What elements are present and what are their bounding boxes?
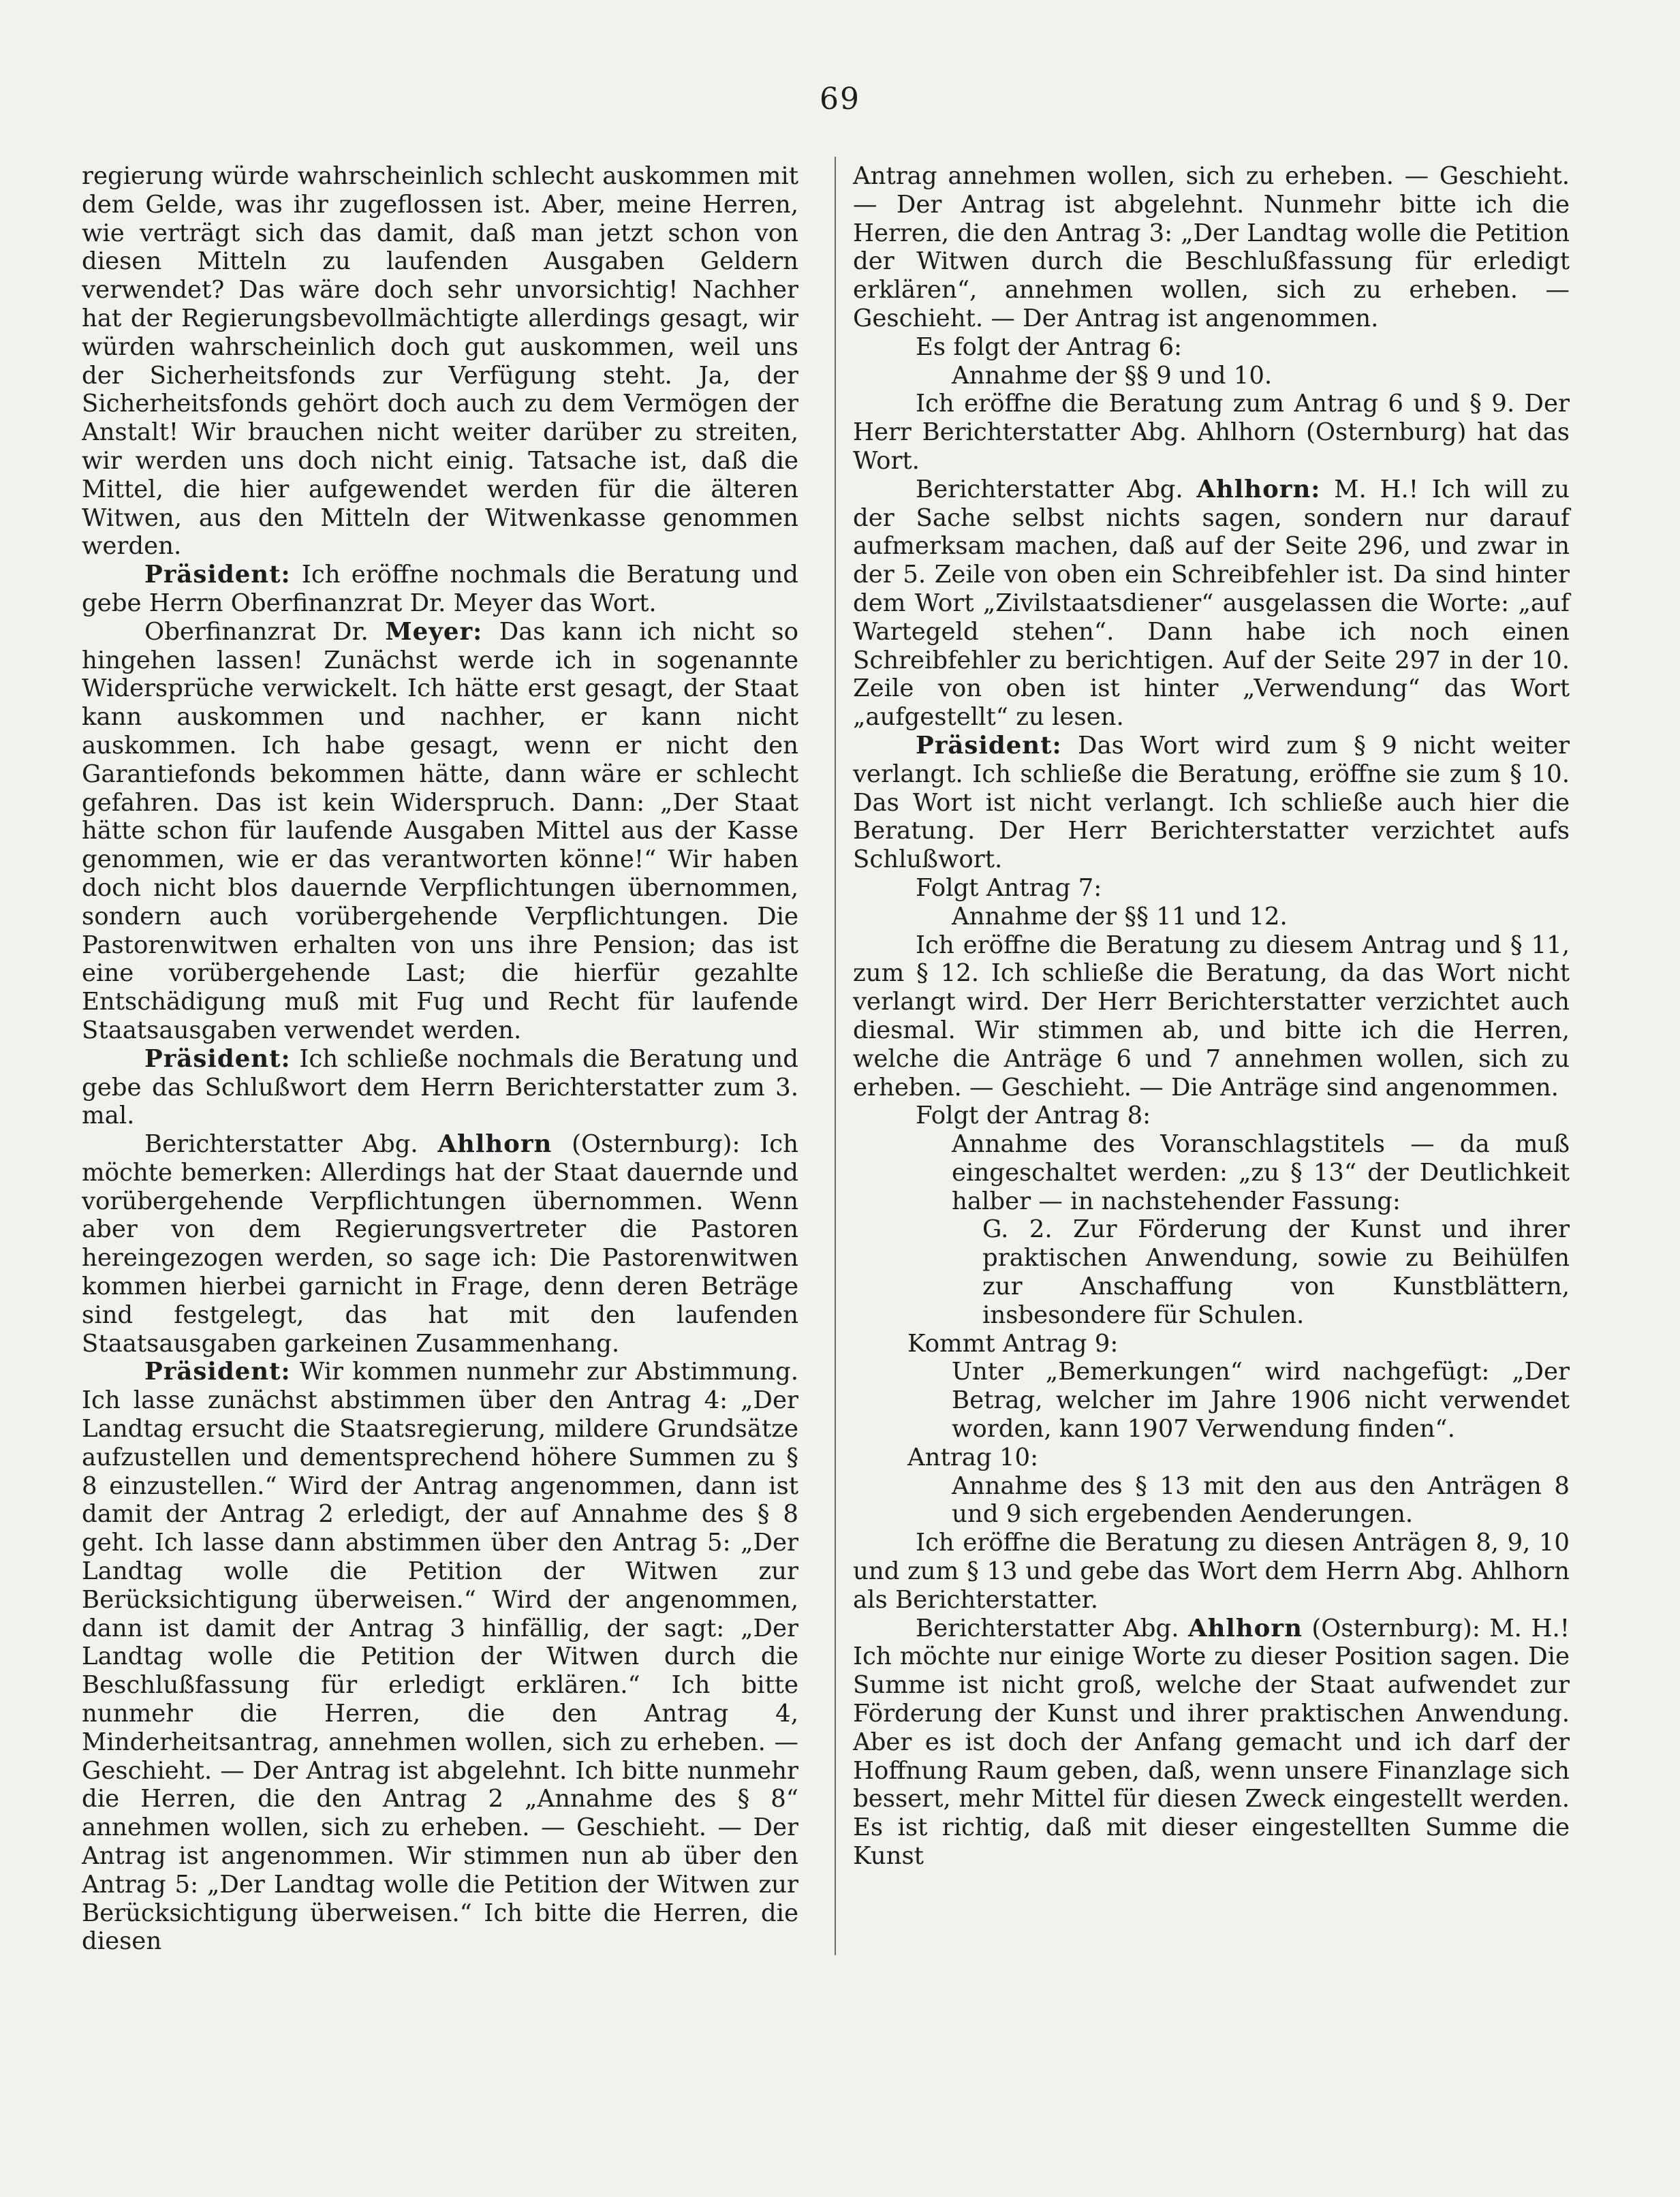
speaker-title: Berichterstatter Abg.: [144, 1130, 438, 1159]
paragraph: [82, 1045, 798, 1130]
speech-text: (Osternburg): M. H.! Ich möchte nur einige Worte zu dieser Position sagen. Die Summe ist nicht groß, welche der Staat aufwendet zur Förderung der Kunst und ihrer praktischen Anwendung. Aber es ist doch der Anfang gemacht und ich darf der Hoffnung Raum geben, daß, wenn unsere Finanzlage sich bessert, mehr Mittel für diesen Zweck eingestellt werden. Es ist richtig, daß mit dieser eingestellten Summe die Kunst: [853, 1614, 1570, 1871]
paragraph: Annahme des Voranschlagstitels — da muß eingeschaltet werden: „zu § 13“ der Deutlichkeit halber — in nachstehender Fassung:: [952, 1130, 1570, 1215]
speaker-name: Ahlhorn:: [1196, 475, 1321, 503]
speech-text: Ich schließe nochmals die Beratung und gebe das Schlußwort dem Herrn Berichterstatter zum 3. mal.: [82, 1044, 798, 1130]
speaker-name: Präsident:: [144, 561, 291, 589]
paragraph: Antrag annehmen wollen, sich zu erheben. — Geschieht. — Der Antrag ist abgelehnt. Nunmehr bitte ich die Herren, die den Antrag 3: „Der Landtag wolle die Petition der Witwen durch die Beschlußfassung für erledigt erklären“, annehmen wollen, sich zu erheben. — Geschieht. — Der Antrag ist angenommen.: [853, 162, 1570, 332]
paragraph: Ich eröffne die Beratung zu diesen Anträgen 8, 9, 10 und zum § 13 und gebe das Wort dem Herrn Abg. Ahlhorn als Berichterstatter.: [853, 1529, 1570, 1614]
speaker-name: Ahlhorn: [437, 1130, 553, 1159]
page-number: 69: [820, 82, 860, 116]
speech-text: Ich eröffne nochmals die Beratung und gebe Herrn Oberfinanzrat Dr. Meyer das Wort.: [82, 561, 798, 617]
speech-text: Wir kommen nunmehr zur Abstimmung. Ich lasse zunächst abstimmen über den Antrag 4: „Der Landtag ersucht die Staatsregierung, mildere Grundsätze aufzustellen und dementsprechend höhere Summen zu § 8 einzustellen.“ Wird der Antrag angenommen, dann ist damit der Antrag 2 erledigt, der auf Annahme des § 8 geht. Ich lasse dann abstimmen über den Antrag 5: „Der Landtag wolle die Petition der Witwen zur Berücksichtigung überweisen.“ Wird der angenommen, dann ist damit der Antrag 3 hinfällig, der sagt: „Der Landtag wolle die Petition der Witwen durch die Beschlußfassung für erledigt erklären.“ Ich bitte nunmehr die Herren, die den Antrag 4, Minderheitsantrag, annehmen wollen, sich zu erheben. — Geschieht. — Der Antrag ist abgelehnt. Ich bitte nunmehr die Herren, die den Antrag 2 „Annahme des § 8“ annehmen wollen, sich zu erheben. — Geschieht. — Der Antrag ist angenommen. Wir stimmen nun ab über den Antrag 5: „Der Landtag wolle die Petition der Witwen zur Berücksichtigung überweisen.“ Ich bitte die Herren, die diesen: [82, 1358, 798, 1956]
paragraph: G. 2. Zur Förderung der Kunst und ihrer praktischen Anwendung, sowie zu Beihülfen zur Anschaffung von Kunstblättern, insbesondere für Schulen.: [982, 1215, 1570, 1329]
paragraph: regierung würde wahrscheinlich schlecht auskommen mit dem Gelde, was ihr zugeflossen ist. Aber, meine Herren, wie verträgt sich das damit, daß man jetzt schon von diesen Mitteln zu laufenden Ausgaben Geldern verwendet? Das wäre doch sehr unvorsichtig! Nachher hat der Regierungsbevollmächtigte allerdings gesagt, wir würden wahrscheinlich doch gut auskommen, weil uns der Sicherheitsfonds zur Verfügung steht. Ja, der Sicherheitsfonds gehört doch auch zu dem Vermögen der Anstalt! Wir brauchen nicht weiter darüber zu streiten, wir werden uns doch nicht einig. Tatsache ist, daß die Mittel, die hier aufgewendet werden für die älteren Witwen, aus den Mitteln der Witwenkasse genommen werden.: [82, 162, 798, 561]
paragraph: [853, 732, 1570, 874]
paragraph: Annahme der §§ 9 und 10.: [952, 361, 1273, 390]
paragraph: [853, 476, 1570, 732]
paragraph: [82, 1358, 798, 1956]
speaker-name: Meyer:: [385, 617, 483, 646]
column-divider: [835, 157, 836, 1955]
speaker-title: Berichterstatter Abg.: [916, 1614, 1189, 1642]
paragraph: Ich eröffne die Beratung zu diesem Antrag und § 11, zum § 12. Ich schließe die Beratung, da das Wort nicht verlangt wird. Der Herr Berichterstatter verzichtet auch diesmal. Wir stimmen ab, und bitte ich die Herren, welche die Anträge 6 und 7 annehmen wollen, sich zu erheben. — Geschieht. — Die Anträge sind angenommen.: [853, 931, 1570, 1102]
paragraph: Es folgt der Antrag 6:: [916, 332, 1183, 361]
speaker-name: Präsident:: [916, 731, 1062, 760]
speaker-title: Oberfinanzrat Dr.: [144, 617, 386, 646]
speech-text: (Osternburg): Ich möchte bemerken: Allerdings hat der Staat dauernde und vorübergehende Verpflichtungen übernommen. Wenn aber von dem Regierungsvertreter die Pastoren hereingezogen werden, so sage ich: Die Pastorenwitwen kommen hierbei garnicht in Frage, denn deren Beträge sind festgelegt, das hat mit den laufenden Staatsausgaben garkeinen Zusammenhang.: [82, 1130, 798, 1358]
paragraph: Folgt der Antrag 8:: [916, 1102, 1151, 1130]
speech-text: M. H.! Ich will zu der Sache selbst nichts sagen, sondern nur darauf aufmerksam machen, daß auf der Seite 296, und zwar in der 5. Zeile von oben ein Schreibfehler ist. Da sind hinter dem Wort „Zivilstaatsdiener“ ausgelassen die Worte: „auf Wartegeld stehen“. Dann habe ich noch einen Schreibfehler zu berichtigen. Auf der Seite 297 in der 10. Zeile von oben ist hinter „Verwendung“ das Wort „aufgestellt“ zu lesen.: [853, 475, 1570, 732]
paragraph: Antrag 10:: [907, 1443, 1039, 1471]
speech-text: Das Wort wird zum § 9 nicht weiter verlangt. Ich schließe die Beratung, eröffne sie zum § 10. Das Wort ist nicht verlangt. Ich schließe auch hier die Beratung. Der Herr Berichterstatter verzichtet aufs Schlußwort.: [853, 731, 1570, 874]
paragraph: [853, 1615, 1570, 1871]
right-column: [853, 162, 1570, 1871]
paragraph: [82, 561, 798, 618]
paragraph: Annahme des § 13 mit den aus den Anträgen 8 und 9 sich ergebenden Aenderungen.: [952, 1471, 1570, 1529]
paragraph: [82, 618, 798, 1045]
speaker-name: Präsident:: [144, 1044, 291, 1073]
speaker-name: Ahlhorn: [1188, 1614, 1303, 1642]
paragraph: Annahme der §§ 11 und 12.: [952, 902, 1288, 931]
speech-text: Das kann ich nicht so hingehen lassen! Zunächst werde ich in sogenannte Widersprüche verwickelt. Ich hätte erst gesagt, der Staat kann auskommen und nachher, er kann nicht auskommen. Ich habe gesagt, wenn er nicht den Garantiefonds bekommen hätte, dann wäre er schlecht gefahren. Das ist kein Widerspruch. Dann: „Der Staat hätte schon für laufende Ausgaben Mittel aus der Kasse genommen, wie er das verantworten könne!“ Wir haben doch nicht blos dauernde Verpflichtungen übernommen, sondern auch vorübergehende Verpflichtungen. Die Pastorenwitwen erhalten von uns ihre Pension; das ist eine vorübergehende Last; die hierfür gezahlte Entschädigung muß mit Fug und Recht für laufende Staatsausgaben verwendet werden.: [82, 617, 799, 1044]
speaker-title: Berichterstatter Abg.: [916, 475, 1197, 503]
speaker-name: Präsident:: [144, 1358, 291, 1386]
paragraph: Unter „Bemerkungen“ wird nachgefügt: „Der Betrag, welcher im Jahre 1906 nicht verwendet worden, kann 1907 Verwendung finden“.: [952, 1358, 1570, 1444]
paragraph: Ich eröffne die Beratung zum Antrag 6 und § 9. Der Herr Berichterstatter Abg. Ahlhorn (Osternburg) hat das Wort.: [853, 390, 1570, 475]
left-column: [82, 162, 798, 1956]
paragraph: Folgt Antrag 7:: [916, 873, 1102, 902]
paragraph: [82, 1130, 798, 1358]
paragraph: Kommt Antrag 9:: [907, 1329, 1119, 1358]
